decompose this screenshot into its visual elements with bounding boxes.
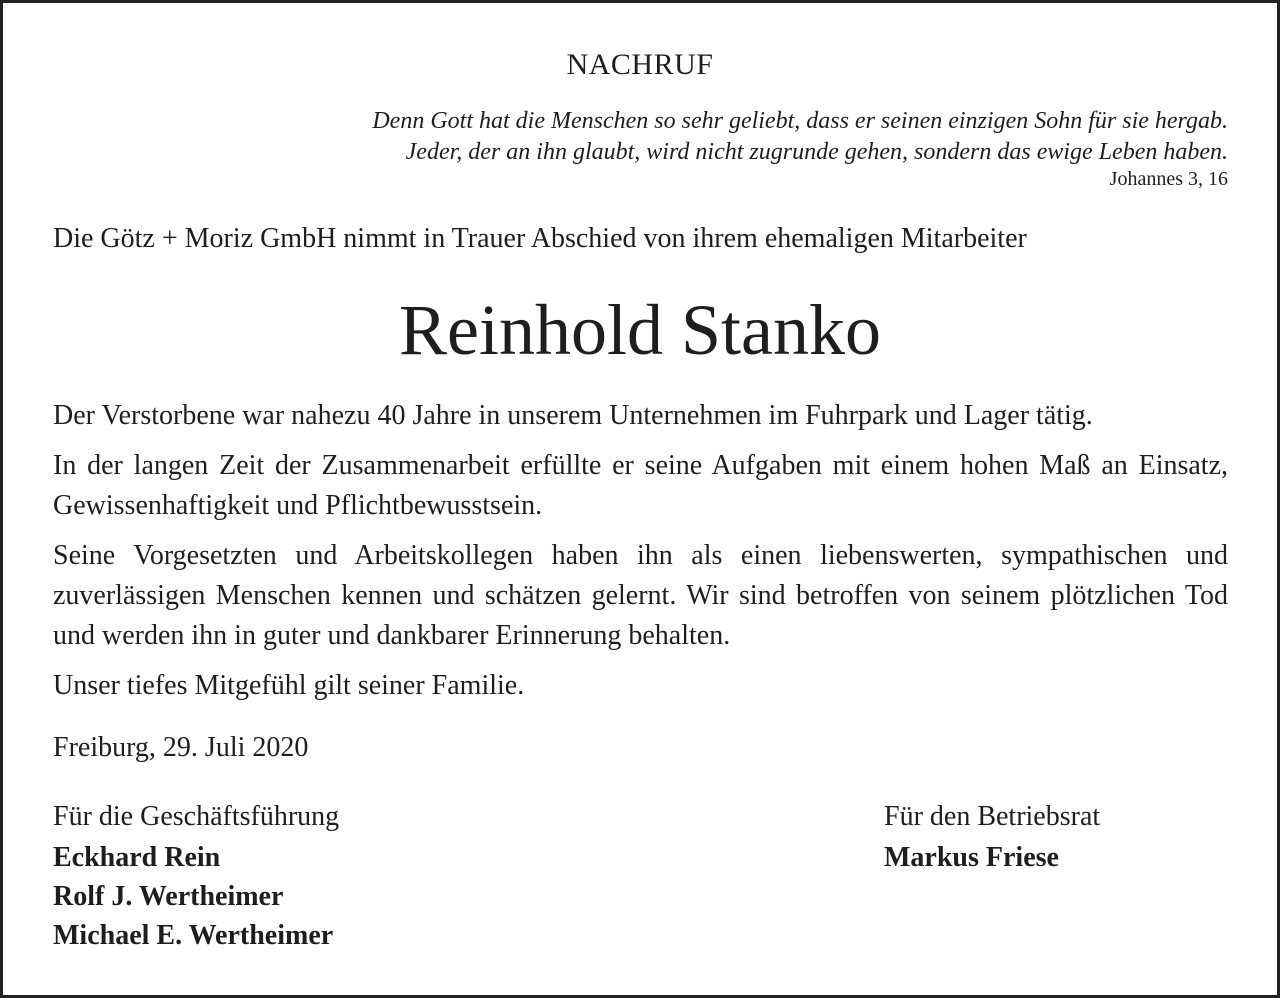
paragraph: Der Verstorbene war nahezu 40 Jahre in unserem Unternehmen im Fuhrpark und Lager tätig. — [53, 400, 1093, 431]
signatory-name: Eckhard Rein — [53, 842, 221, 873]
paragraph: Seine Vorgesetzten und Arbeitskollegen haben ihn als einen liebenswerten, sympathischen und zuverlässigen Menschen kennen und schätzen gelernt. Wir sind betroffen von seinem plötzlichen Tod und werden ihn in guter und dankbarer Erinnerung behalten. — [53, 540, 1228, 651]
intro-text: Die Götz + Moriz GmbH nimmt in Trauer Abschied von ihrem ehemaligen Mitarbeiter — [53, 223, 1027, 254]
signature-works-council — [884, 797, 1100, 877]
quote-reference: Johannes 3, 16 — [1109, 168, 1228, 190]
bible-quote — [372, 106, 1228, 168]
paragraph: Unser tiefes Mitgefühl gilt seiner Familie. — [53, 670, 525, 701]
deceased-name: Reinhold Stanko — [399, 290, 881, 370]
signatory-name: Michael E. Wertheimer — [53, 920, 334, 951]
paragraph: In der langen Zeit der Zusammenarbeit erfüllte er seine Aufgaben mit einem hohen Maß an Einsatz, Gewissenhaftigkeit und Pflichtbewusstsein. — [53, 450, 1228, 521]
place-and-date: Freiburg, 29. Juli 2020 — [53, 732, 309, 763]
quote-line-1: Denn Gott hat die Menschen so sehr geliebt, dass er seinen einzigen Sohn für sie hergab. — [372, 108, 1228, 134]
signature-heading: Für den Betriebsrat — [884, 801, 1101, 832]
obituary-body — [53, 396, 1228, 716]
signatory-name: Rolf J. Wertheimer — [53, 881, 284, 912]
obituary-heading: NACHRUF — [566, 48, 714, 81]
signature-heading: Für die Geschäftsführung — [53, 801, 340, 832]
signature-management — [53, 797, 339, 955]
quote-line-2: Jeder, der an ihn glaubt, wird nicht zugrunde gehen, sondern das ewige Leben haben. — [405, 139, 1228, 165]
signatory-name: Markus Friese — [884, 842, 1059, 873]
